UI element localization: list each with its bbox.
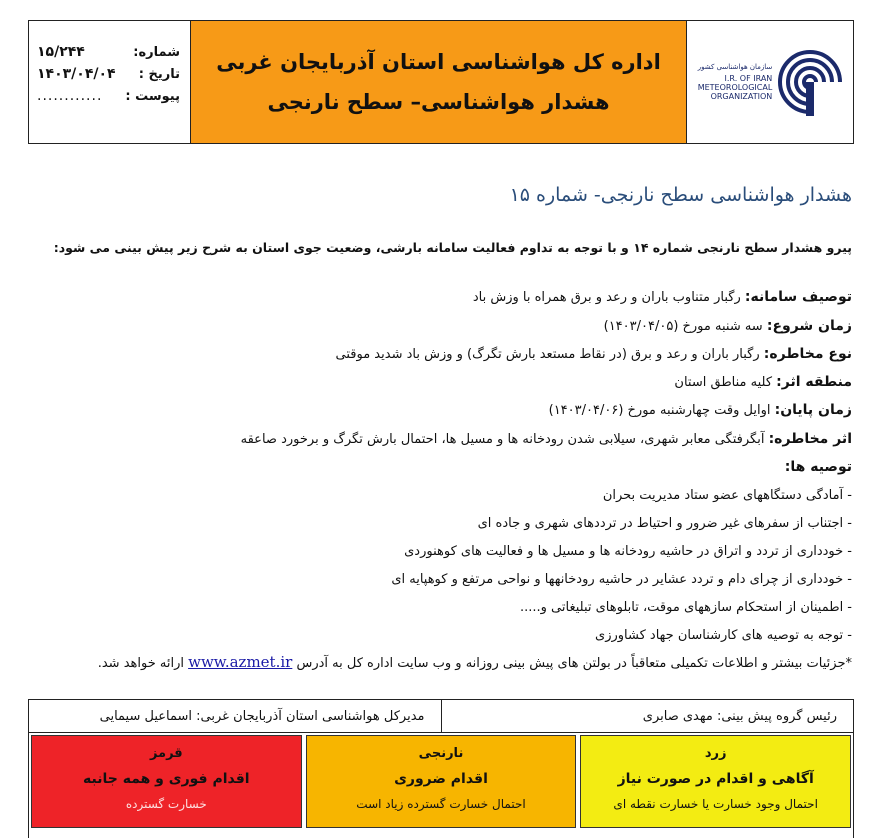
footnote-text-end: ارائه خواهد شد. <box>97 656 189 671</box>
document-date-label: تاریخ : <box>138 66 180 82</box>
recommendation-item: - اجتناب از سفرهای غیر ضرور و احتیاط در ترددهای شهری و جاده ای <box>477 516 852 531</box>
field-end-time <box>549 402 852 418</box>
logo-line-2: METEOROLOGICAL <box>697 83 773 92</box>
field-label: نوع مخاطره: <box>763 346 852 362</box>
field-value: رگبار متناوب باران و رعد و برق همراه با وزش باد <box>472 290 745 305</box>
field-value: سه شنبه مورخ (۱۴۰۳/۰۴/۰۵) <box>603 319 767 334</box>
field-label: زمان پایان: <box>774 402 852 418</box>
recommendation-item: - اطمینان از استحکام سازههای موقت، تابلوهای تبلیغاتی و..... <box>519 600 852 615</box>
footnote-text: *جزئیات بیشتر و اطلاعات تکمیلی متعاقباً در بولتن های پیش بینی روزانه و وب سایت اداره کل به آدرس <box>292 656 852 671</box>
field-label: توصیف سامانه: <box>744 289 852 305</box>
legend-red <box>31 735 302 828</box>
organization-title: اداره کل هواشناسی استان آذربایجان غربی <box>216 50 661 74</box>
imo-spiral-logo-icon <box>778 46 842 118</box>
document-attachment: ............ <box>37 88 103 104</box>
legend-level-note: احتمال وجود خسارت یا خسارت نقطه ای <box>613 797 818 811</box>
field-start-time <box>604 318 852 334</box>
legend-yellow <box>580 735 851 828</box>
document-date-row <box>37 63 180 85</box>
logo-line-1: I.R. OF IRAN <box>724 74 773 83</box>
recommendation-item: - خودداری از چرای دام و تردد عشایر در حاشیه رودخانهها و نواحی مرتفع و کوهپایه ای <box>391 572 852 587</box>
document-meta <box>29 21 191 143</box>
document-number-label: شماره: <box>133 44 180 60</box>
logo-persian-text: سازمان هواشناسی کشور <box>697 63 773 71</box>
organization-logo <box>687 21 853 143</box>
logo-line-3: ORGANIZATION <box>710 92 773 101</box>
legend-level-name: قرمز <box>149 746 183 761</box>
legend-level-action: اقدام فوری و همه جانبه <box>83 771 250 787</box>
legend-level-action: آگاهی و اقدام در صورت نیاز <box>617 771 814 787</box>
field-hazard-type <box>336 346 852 362</box>
field-label: اثر مخاطره: <box>768 431 852 447</box>
document-date: ۱۴۰۳/۰۴/۰۴ <box>37 66 116 82</box>
legend-level-name: نارنجی <box>418 746 464 761</box>
field-system-description <box>473 289 852 305</box>
intro-paragraph: پیرو هشدار سطح نارنجی شماره ۱۴ و با توجه به تداوم فعالیت سامانه بارشی، وضعیت جوی استان به شرح زیر پیش بینی می شود: <box>53 240 852 255</box>
field-value: اوایل وقت چهارشنبه مورخ (۱۴۰۳/۰۴/۰۶) <box>548 403 775 418</box>
website-link[interactable]: www.azmet.ir <box>188 653 293 671</box>
document-number: ۱۵/۲۴۴ <box>37 44 85 60</box>
legend-level-note: خسارت گسترده <box>125 797 207 811</box>
recommendations-label: توصیه ها: <box>784 459 852 475</box>
letterhead-title <box>191 21 687 143</box>
warning-body <box>28 144 854 692</box>
footnote <box>98 653 852 671</box>
field-value: کلیه مناطق استان <box>674 375 777 390</box>
signature-row <box>28 699 854 733</box>
letterhead <box>28 20 854 144</box>
legend-level-note: احتمال خسارت گسترده زیاد است <box>356 797 526 811</box>
director-signature: مدیرکل هواشناسی استان آذربایجان غربی: اسماعیل سیمایی <box>29 700 442 732</box>
document-attachment-label: پیوست : <box>125 88 180 104</box>
field-affected-area <box>674 374 852 390</box>
field-label: منطقه اثر: <box>776 374 852 390</box>
recommendation-item: - خودداری از تردد و اتراق در حاشیه رودخانه ها و مسیل ها و فعالیت های کوهنوردی <box>404 544 852 559</box>
field-hazard-impact <box>241 431 852 447</box>
warning-heading: هشدار هواشناسی سطح نارنجی- شماره ۱۵ <box>509 184 852 206</box>
warning-level-legend <box>28 733 854 838</box>
warning-level-title: هشدار هواشناسی– سطح نارنجی <box>267 90 610 114</box>
legend-orange <box>306 735 577 828</box>
legend-level-name: زرد <box>704 746 727 761</box>
field-value: رگبار باران و رعد و برق (در نقاط مستعد بارش تگرگ) و وزش باد شدید موقتی <box>335 347 764 362</box>
field-value: آبگرفتگی معابر شهری، سیلابی شدن رودخانه ها و مسیل ها، احتمال بارش تگرگ و برخورد صاعقه <box>240 432 769 447</box>
logo-text <box>698 63 773 101</box>
recommendation-item: - توجه به توصیه های کارشناسان جهاد کشاورزی <box>595 628 852 643</box>
document-attachment-row <box>37 85 180 107</box>
forecast-head-signature: رئیس گروه پیش بینی: مهدی صابری <box>642 708 837 724</box>
recommendation-item: - آمادگی دستگاههای عضو ستاد مدیریت بحران <box>602 488 852 503</box>
document-number-row <box>37 41 180 63</box>
legend-level-action: اقدام ضروری <box>394 771 488 787</box>
field-label: زمان شروع: <box>766 318 852 334</box>
recommendations-heading <box>785 459 852 475</box>
